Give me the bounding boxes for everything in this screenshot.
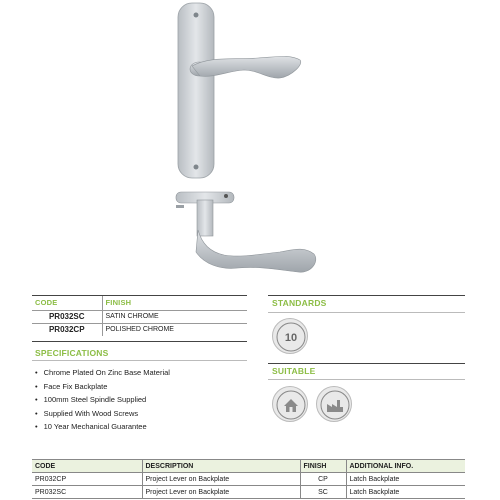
column-header-finish: FINISH [300,460,346,473]
cell-finish: CP [300,473,346,486]
cell-code: PR032SC [32,486,142,499]
cell-additional-info: Latch Backplate [346,473,465,486]
standards-rule [268,312,465,313]
info-table-header-row [32,460,465,473]
list-item: • Chrome Plated On Zinc Base Material [35,366,170,380]
10-year-guarantee-icon [272,318,308,354]
residential-use-icon [272,386,308,422]
finish-header: FINISH [102,296,247,310]
code-table-bottom-rule [32,341,247,342]
code-header: CODE [35,298,58,308]
cell-finish: SC [300,486,346,499]
specifications-rule [32,360,247,361]
cell-additional-info: Latch Backplate [346,486,465,499]
suitable-top-rule [268,363,465,364]
product-code: PR032CP [32,323,102,336]
list-item: • 100mm Steel Spindle Supplied [35,393,170,407]
list-item: • Supplied With Wood Screws [35,407,170,421]
list-item: • 10 Year Mechanical Guarantee [35,420,170,434]
cell-description: Project Lever on Backplate [142,486,300,499]
column-header-additional-info: ADDITIONAL INFO. [346,460,465,473]
specifications-title: SPECIFICATIONS [35,348,109,358]
table-row [32,473,465,486]
table-row [32,323,247,336]
column-header-code: CODE [32,460,142,473]
code-table-header-row [32,296,247,310]
product-finish: POLISHED CHROME [102,323,247,336]
list-item: • Face Fix Backplate [35,380,170,394]
rose-and-spindle [176,192,234,236]
cell-description: Project Lever on Backplate [142,473,300,486]
lever-side-view [196,230,316,272]
standards-title: STANDARDS [272,298,327,308]
cell-code: PR032CP [32,473,142,486]
column-header-description: DESCRIPTION [142,460,300,473]
product-finish: SATIN CHROME [102,310,247,323]
backplate [178,3,214,178]
product-code: PR032SC [32,310,102,323]
code-finish-table [32,296,247,336]
suitable-title: SUITABLE [272,366,316,376]
product-info-table [32,459,465,499]
commercial-use-icon [316,386,352,422]
table-row [32,310,247,323]
standards-top-rule [268,295,465,296]
product-image [140,0,360,290]
table-row [32,486,465,499]
guarantee-number: 10 [284,332,298,344]
specifications-list [35,366,170,434]
suitable-rule [268,379,465,380]
